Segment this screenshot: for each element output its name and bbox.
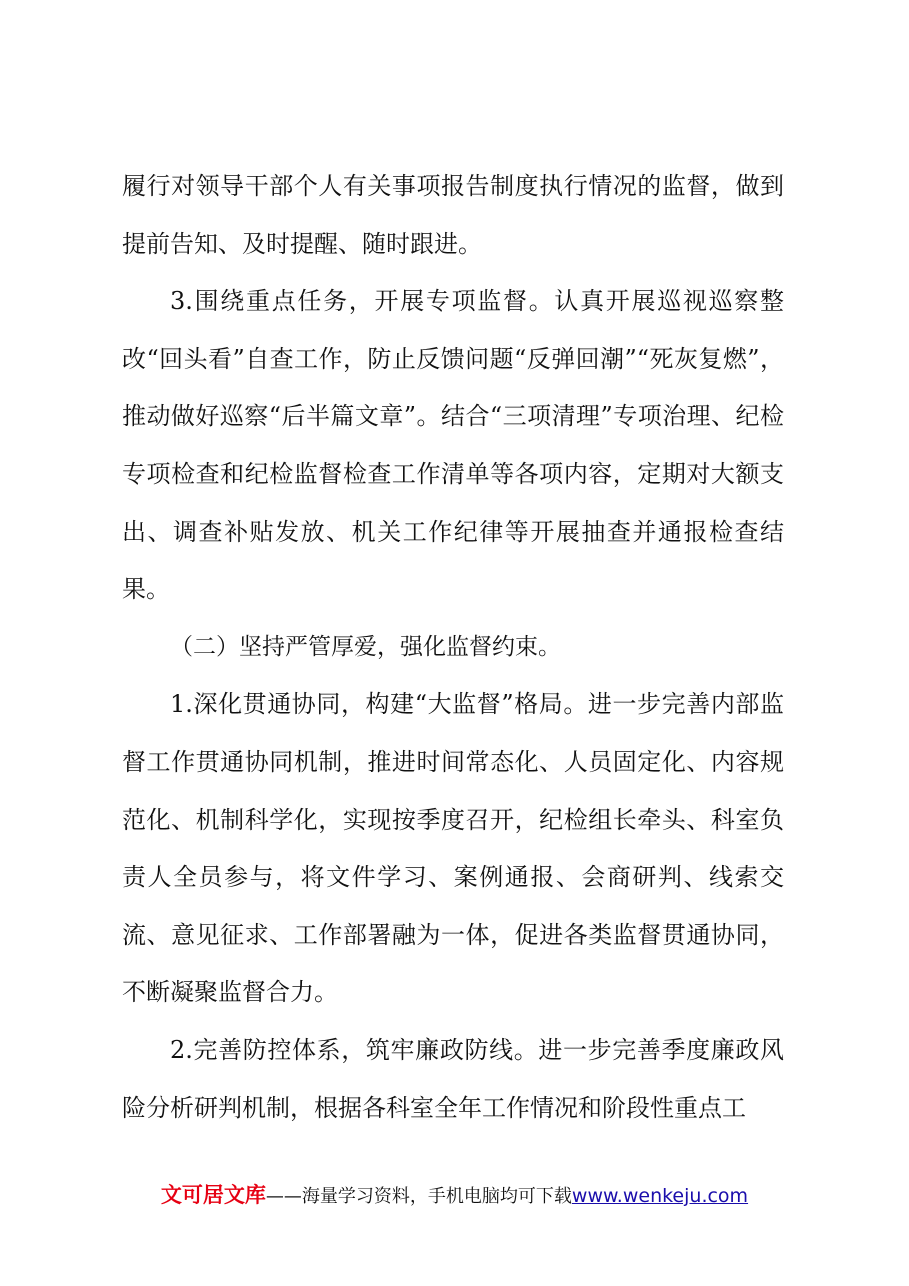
footer-slogan: ——海量学习资料，手机电脑均可下载 xyxy=(265,1186,572,1207)
paragraph-item-2: 2.完善防控体系，筑牢廉政防线。进一步完善季度廉政风险分析研判机制，根据各科室全年工作情况和阶段性重点工 xyxy=(122,1035,784,1122)
paragraph-continuation: 履行对领导干部个人有关事项报告制度执行情况的监督，做到提前告知、及时提醒、随时跟进。 xyxy=(122,172,784,258)
footer-banner xyxy=(0,1180,909,1212)
paragraph-item-3: 3.围绕重点任务，开展专项监督。认真开展巡视巡察整改“回头看”自查工作，防止反馈问题“反弹回潮”“死灰复燃”，推动做好巡察“后半篇文章”。结合“三项清理”专项治理、纪检专项检查和纪检监督检查工作清单等各项内容，定期对大额支出、调查补贴发放、机关工作纪律等开展抽查并通报检查结果。 xyxy=(122,287,784,604)
footer-brand: 文可居文库 xyxy=(160,1183,266,1207)
document-body xyxy=(122,158,784,1137)
paragraph-item-1: 1.深化贯通协同，构建“大监督”格局。进一步完善内部监督工作贯通协同机制，推进时间常态化、人员固定化、内容规范化、机制科学化，实现按季度召开，纪检组长牵头、科室负责人全员参与，将文件学习、案例通报、会商研判、线索交流、意见征求、工作部署融为一体，促进各类监督贯通协同，不断凝聚监督合力。 xyxy=(122,690,784,1007)
section-heading: （二）坚持严管厚爱，强化监督约束。 xyxy=(170,633,561,660)
footer-url-link[interactable]: www.wenkeju.com xyxy=(571,1185,749,1207)
